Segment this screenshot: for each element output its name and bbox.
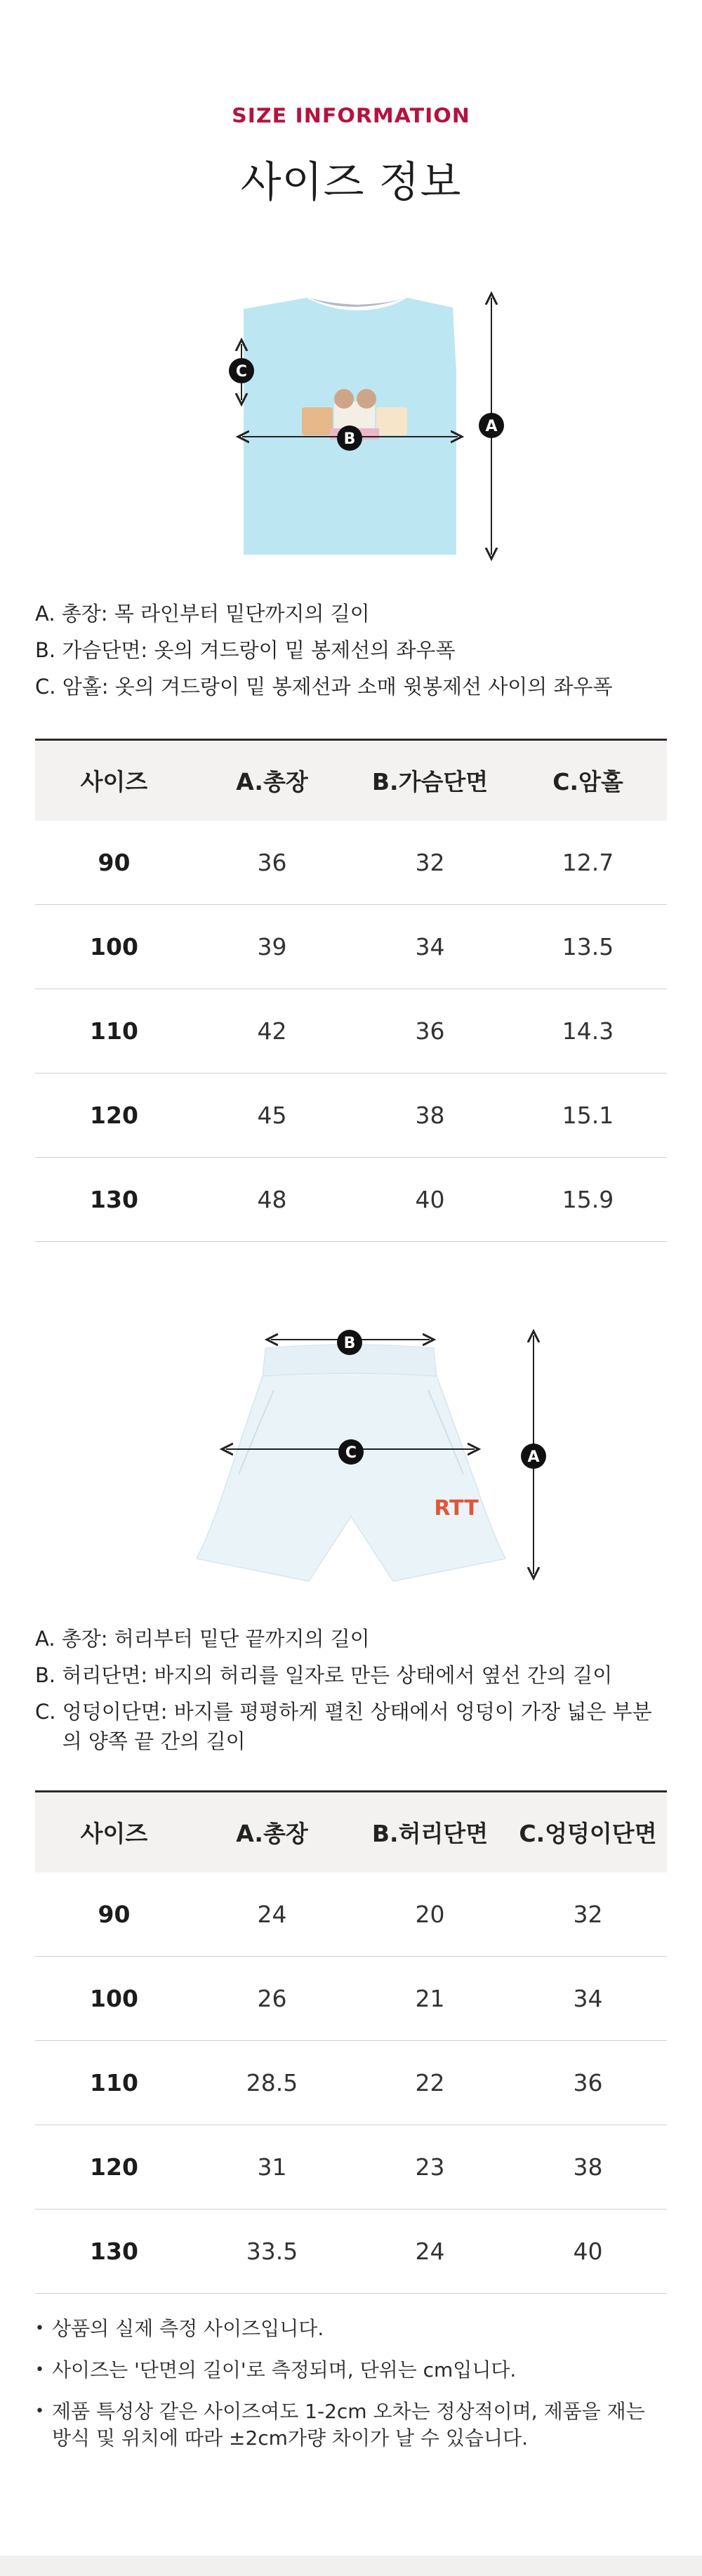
table-row [35,821,667,905]
svg-text:C: C [345,1444,357,1462]
value-cell: 40 [509,2210,667,2294]
page-title: 사이즈 정보 [240,158,462,207]
col-header: 사이즈 [80,1820,148,1848]
table-row [35,1872,667,1957]
value-cell: 42 [193,989,351,1074]
size-cell: 120 [35,1074,193,1158]
value-cell: 26 [193,1957,351,2041]
col-header: B.허리단면 [371,1820,489,1848]
value-cell: 33.5 [193,2210,351,2294]
svg-text:B: B [343,1335,356,1352]
value-cell: 48 [193,1158,351,1242]
table-row [35,905,667,989]
marker-a [521,1444,546,1469]
table-header-row [35,740,667,821]
table-header-row [35,1792,667,1872]
table-row [35,989,667,1074]
bottom-measurement-notes [35,1620,667,1756]
value-cell: 24 [351,2210,509,2294]
size-cell: 130 [35,1158,193,1242]
value-cell: 24 [193,1872,351,1957]
value-cell: 28.5 [193,2041,351,2125]
col-header: A.총장 [236,768,308,796]
size-cell: 90 [35,1872,193,1957]
size-cell: 110 [35,989,193,1074]
value-cell: 39 [193,905,351,989]
value-cell: 34 [509,1957,667,2041]
top-garment-illustration [0,288,702,569]
value-cell: 12.7 [509,821,667,905]
value-cell: 31 [193,2125,351,2210]
value-cell: 40 [351,1158,509,1242]
note-row: C. 엉덩이단면: 바지를 평평하게 펼친 상태에서 엉덩이 가장 넓은 부분의 양쪽 끝 간의 길이 [35,1700,652,1753]
table-row [35,1158,667,1242]
top-size-table [35,739,667,1242]
note-row: C. 암홀: 옷의 겨드랑이 밑 봉제선과 소매 윗봉제선 사이의 좌우폭 [35,675,613,699]
footnote-item: • 제품 특성상 같은 사이즈여도 1-2cm 오차는 정상적이며, 제품을 재는 방식 및 위치에 따라 ±2cm가량 차이가 날 수 있습니다. [35,2398,667,2452]
value-cell: 32 [509,1872,667,1957]
section-eyebrow: SIZE INFORMATION [232,104,470,128]
value-cell: 22 [351,2041,509,2125]
note-row: A. 총장: 목 라인부터 밑단까지의 길이 [35,602,370,626]
col-header: C.엉덩이단면 [519,1820,657,1848]
shorts-diagram [0,1320,702,1587]
note-row: B. 허리단면: 바지의 허리를 일자로 만든 상태에서 옆선 간의 길이 [35,1663,613,1687]
svg-text:A: A [485,418,498,435]
footnotes-list [35,2316,667,2466]
marker-b [337,425,362,451]
bottom-garment-illustration [0,1320,702,1587]
value-cell: 38 [351,1074,509,1158]
marker-c [229,358,254,383]
value-cell: 15.9 [509,1158,667,1242]
value-cell: 36 [193,821,351,905]
note-row: A. 총장: 허리부터 밑단 끝까지의 길이 [35,1627,370,1651]
table-row [35,1074,667,1158]
footnote-item: • 상품의 실제 측정 사이즈입니다. [35,2316,667,2342]
value-cell: 21 [351,1957,509,2041]
col-header: 사이즈 [80,768,148,796]
top-measurement-notes [35,595,667,705]
size-cell: 120 [35,2125,193,2210]
value-cell: 14.3 [509,989,667,1074]
table-row [35,1957,667,2041]
value-cell: 36 [351,989,509,1074]
shorts-shape [197,1373,505,1581]
col-header: B.가슴단면 [371,768,489,796]
marker-b [337,1330,362,1355]
footnote-item: • 사이즈는 '단면의 길이'로 측정되며, 단위는 cm입니다. [35,2357,667,2384]
value-cell: 20 [351,1872,509,1957]
col-header: A.총장 [236,1820,308,1848]
table-row [35,2041,667,2125]
value-cell: 38 [509,2125,667,2210]
value-cell: 45 [193,1074,351,1158]
table-row [35,2210,667,2294]
bottom-size-table [35,1790,667,2294]
size-cell: 90 [35,821,193,905]
table-row [35,2125,667,2210]
value-cell: 32 [351,821,509,905]
size-cell: 110 [35,2041,193,2125]
size-cell: 100 [35,905,193,989]
value-cell: 23 [351,2125,509,2210]
svg-text:B: B [343,430,356,448]
footer-band [0,2556,702,2576]
marker-a [479,413,504,438]
shorts-logo: RTT [434,1496,479,1521]
svg-text:A: A [527,1448,540,1466]
marker-c [338,1439,364,1465]
note-row: B. 가슴단면: 옷의 겨드랑이 밑 봉제선의 좌우폭 [35,638,456,662]
sleeveless-top-diagram [0,288,702,569]
value-cell: 13.5 [509,905,667,989]
svg-text:C: C [235,363,248,381]
value-cell: 15.1 [509,1074,667,1158]
size-cell: 100 [35,1957,193,2041]
col-header: C.암홀 [552,768,623,796]
value-cell: 36 [509,2041,667,2125]
size-cell: 130 [35,2210,193,2294]
value-cell: 34 [351,905,509,989]
